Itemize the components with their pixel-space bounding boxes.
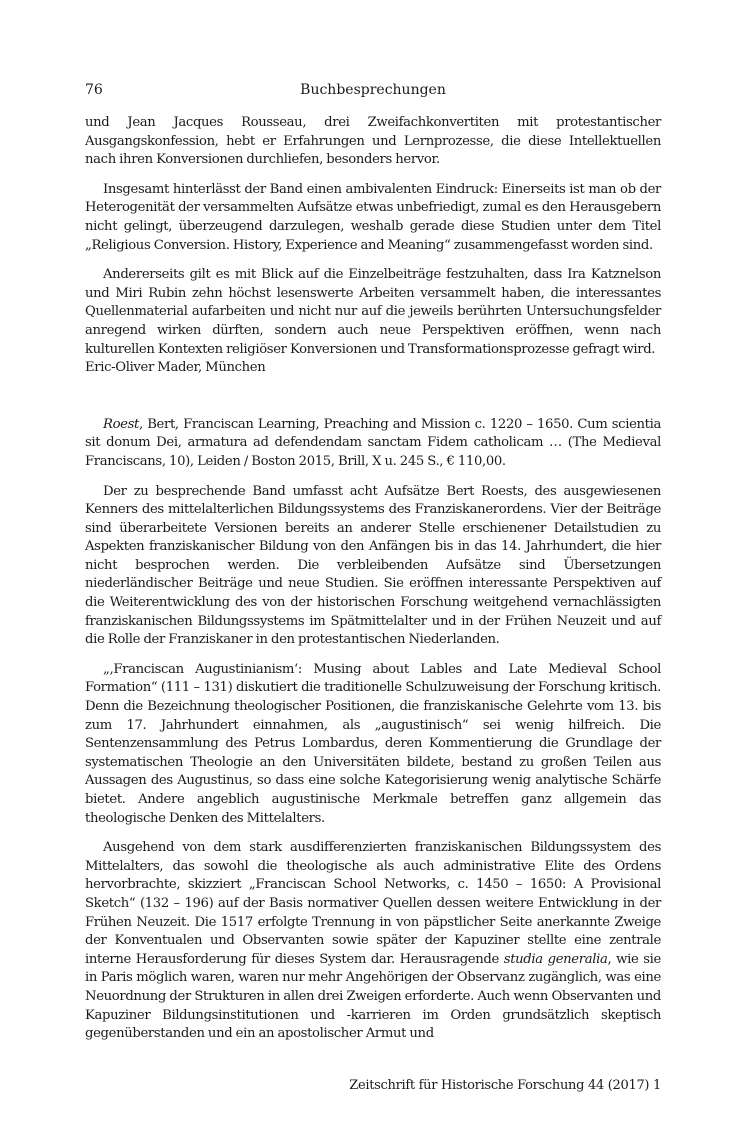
running-title: Buchbesprechungen bbox=[300, 82, 446, 98]
networks-text-part1: Ausgehend von dem stark ausdifferenzierten franziskanischen Bildungssystem des Mittelalters, das sowohl die theologische als auch administrative Elite des Ordens hervorbrachte, skizziert „Franciscan School Networks, c. 1450 – 1650: A Provisional Sketch“ (132 – 196) auf der Basis normativer Quellen dessen weitere Entwicklung in der Frühen Neuzeit. Die 1517 erfolgte Trennung in von päpstlicher Seite anerkannte Zweige der Konventualen und Observanten sowie später der Kapuziner stellte eine zentrale interne Herausforderung für dieses System dar. Herausragende bbox=[85, 840, 661, 967]
body-text bbox=[85, 114, 661, 1055]
review-author-surname: Roest bbox=[103, 416, 139, 432]
paragraph-continuation: und Jean Jacques Rousseau, drei Zweifachkonvertiten mit protestantischer Ausgangskonfession, hebt er Erfahrungen und Lernprozesse, die diese Intellektuellen nach ihren Konversionen durchliefen, besonders hervor. bbox=[85, 115, 661, 168]
review-paragraph-overview: Der zu besprechende Band umfasst acht Aufsätze Bert Roests, des ausgewiesenen Kenners des mittelalterlichen Bildungssystems des Franziskanerordens. Vier der Beiträge sind überarbeitete Versionen bereits an anderer Stelle erschienener Detailstudien zu Aspekten franziskanischer Bildung von den Anfängen bis in das 14. Jahrhundert, die hier nicht besprochen werden. Die verbleibenden Aufsätze sind Übersetzungen niederländischer Beiträge und neue Studien. Sie eröffnen interessante Perspektiven auf die Weiterentwicklung des von der historischen Forschung weitgehend vernachlässigten franziskanischen Bildungssystems im Spätmittelalter und in der Frühen Neuzeit und auf die Rolle der Franziskaner in den protestantischen Niederlanden. bbox=[85, 483, 661, 648]
review-citation bbox=[85, 416, 661, 472]
page-number: 76 bbox=[85, 82, 103, 98]
review-paragraph-augustinianism: „‚Franciscan Augustinianism‘: Musing about Lables and Late Medieval School Formation“ (111 – 131) diskutiert die traditionelle Schulzuweisung der Forschung kritisch. Denn die Bezeichnung theologischer Positionen, die franziskanische Gelehrte vom 13. bis zum 17. Jahrhundert einnahmen, als „augustinisch“ sei wenig hilfreich. Die Sentenzensammlung des Petrus Lombardus, deren Kommentierung die Grundlage der systematischen Theologie an den Universitäten bildete, bestand zu großen Teilen aus Aussagen des Augustinus, so dass eine solche Kategorisierung wenig analytische Schärfe bietet. Andere angeblich augustinische Merkmale betreffen ganz allgemein das theologische Denken des Mittelalters. bbox=[85, 661, 661, 826]
paragraph-conclusion: Andererseits gilt es mit Blick auf die Einzelbeiträge festzuhalten, dass Ira Katznelson und Miri Rubin zehn höchst lesenswerte Arbeiten versammelt haben, die interessantes Quellenmaterial aufarbeiten und nicht nur auf die jeweils berührten Untersuchungsfelder anregend wirken dürften, sondern auch neue Perspektiven eröffnen, wenn nach kulturellen Kontexten religiöser Konversionen und Transformationsprozesse gefragt wird. bbox=[85, 267, 661, 357]
reviewer-signature: Eric-Oliver Mader, München bbox=[85, 360, 266, 376]
paragraph-assessment: Insgesamt hinterlässt der Band einen ambivalenten Eindruck: Einerseits ist man ob der Heterogenität der versammelten Aufsätze etwas unbefriedigt, zumal es den Herausgebern nicht gelingt, überzeugend darzulegen, weshalb gerade diese Studien unter dem Titel „Religious Conversion. History, Experience and Meaning“ zusammengefasst worden sind. bbox=[85, 181, 661, 253]
journal-footer: Zeitschrift für Historische Forschung 44 (2017) 1 bbox=[349, 1078, 661, 1093]
networks-text-part2: , wie sie in Paris möglich waren, waren nur mehr Angehörigen der Observanz zugänglich, was eine Neuordnung der Strukturen in allen drei Zweigen erforderte. Auch wenn Observanten und Kapuziner Bildungsinstitutionen und -karrieren im Orden grundsätzlich skeptisch gegenüberstanden und ein an apostolischer Armut und bbox=[85, 951, 662, 1042]
review-citation-text: , Bert, Franciscan Learning, Preaching and Mission c. 1220 – 1650. Cum scientia sit donum Dei, armatura ad defendendam sanctam Fidem catholicam … (The Medieval Franciscans, 10), Leiden / Boston 2015, Brill, X u. 245 S., € 110,00. bbox=[85, 416, 661, 469]
running-header bbox=[85, 82, 661, 102]
review-paragraph-networks bbox=[85, 839, 661, 1044]
studia-generalia-term: studia generalia bbox=[503, 951, 608, 967]
